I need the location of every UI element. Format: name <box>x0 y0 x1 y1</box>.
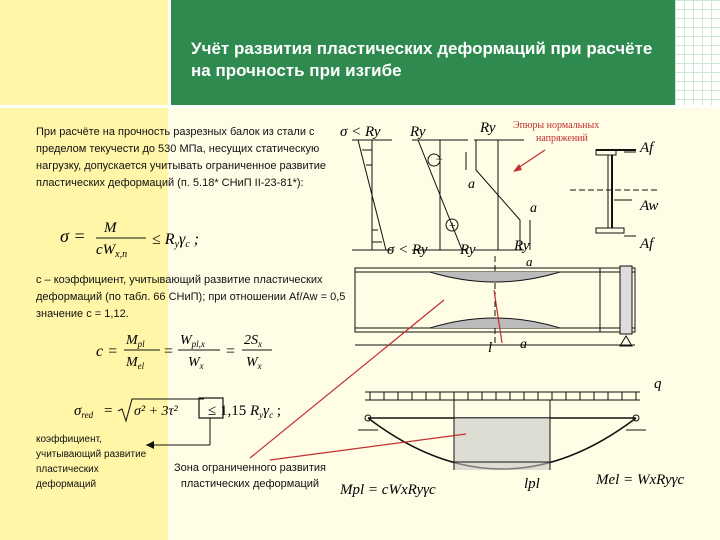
label-a-4: a <box>520 337 527 352</box>
label-a-3: a <box>526 254 533 269</box>
zone-arrow-1 <box>250 300 444 458</box>
svg-text:2Sx: $2S_x$ <box>244 333 262 349</box>
diagram-title <box>513 120 602 144</box>
stress-diagram-1 <box>352 140 392 250</box>
svg-text:=: = <box>104 403 113 419</box>
label-a-2: a <box>530 201 537 216</box>
label-q: q <box>654 376 662 392</box>
svg-text:σ² + 3τ²: σ² + 3τ² <box>134 404 178 419</box>
svg-text:Wpl,x: $W_{pl,x}$ <box>180 333 205 349</box>
svg-text:Mpl: $M_{pl}$ <box>126 333 145 349</box>
legend-text: коэффициент, учитывающий развитие пластических деформаций <box>36 434 147 490</box>
label-lpl: lpl <box>524 476 540 492</box>
label-sigma-lt-ry-top: σ < Ry <box>340 124 381 140</box>
formula-mpl: Mpl = cWxRyγc <box>340 482 436 498</box>
svg-text:=: = <box>226 343 236 360</box>
label-plus: + <box>449 218 456 232</box>
label-ry-top-1: Ry <box>410 124 426 140</box>
slide-title: Учёт развития пластических деформаций при расчёте на прочность при изгибе <box>191 39 653 80</box>
denominator-cWxn: $cW_{x,n}$ <box>96 242 128 260</box>
label-ry-top-2: Ry <box>480 120 496 136</box>
stress-diagram-3 <box>466 140 530 250</box>
i-beam-section <box>570 150 660 236</box>
zone-caption: Зона ограниченного развития пластических деформаций <box>174 462 326 490</box>
label-af-bottom: Af <box>640 236 654 252</box>
beam-load-scheme <box>365 392 640 400</box>
svg-text:Wx: $W_x$ <box>246 355 262 371</box>
label-l: l <box>488 340 493 356</box>
label-af-top: Af <box>640 140 654 156</box>
label-aw: Aw <box>640 198 659 214</box>
svg-text:σred: $\sigma_{red}$ <box>74 403 94 420</box>
moment-diagram <box>368 400 636 470</box>
label-minus: − <box>436 152 443 166</box>
distributed-load-arrows <box>370 392 636 400</box>
svg-text:=: = <box>164 343 174 360</box>
highlight-box <box>199 398 223 418</box>
svg-text:Wx: $W_x$ <box>188 355 204 371</box>
beam-elevation <box>355 256 635 346</box>
coefficient-paragraph: c – коэффициент, учитывающий развитие пластических деформаций (по табл. 66 СНиП); при отношении Af/Aw = 0,5 значение c = 1,12. <box>36 274 346 320</box>
svg-text:≤ 1,15 Ryγc ;: ≤ 1,15 $R_y\gamma_c$ ; <box>208 403 281 420</box>
label-a-1: a <box>468 177 475 192</box>
label-sigma-lt-ry-bottom: σ < Ry <box>387 242 428 258</box>
diagram-title-line1: Эпюры нормальных <box>513 120 600 131</box>
formula-mel: Mel = WxRyγc <box>596 472 685 488</box>
svg-text:Mel: $M_{el}$ <box>126 355 145 371</box>
numerator-M: M <box>104 220 117 236</box>
intro-paragraph: При расчёте на прочность разрезных балок из стали с пределом текучести до 530 МПа, несущих статическую нагрузку, допускается учитывать ограниченное развитие пластических деформаций (п. 5.18* СНиП II-23-81*): <box>36 126 326 189</box>
sigma-symbol: σ = <box>60 226 86 246</box>
label-ry-bottom-1: Ry <box>460 242 476 258</box>
svg-text:c =: c = <box>96 343 118 360</box>
label-ry-bottom-2: Ry <box>514 238 530 254</box>
le-ry-gammac: ≤ Ryγc ; <box>152 231 200 250</box>
diagram-title-line2: напряжений <box>536 133 588 144</box>
